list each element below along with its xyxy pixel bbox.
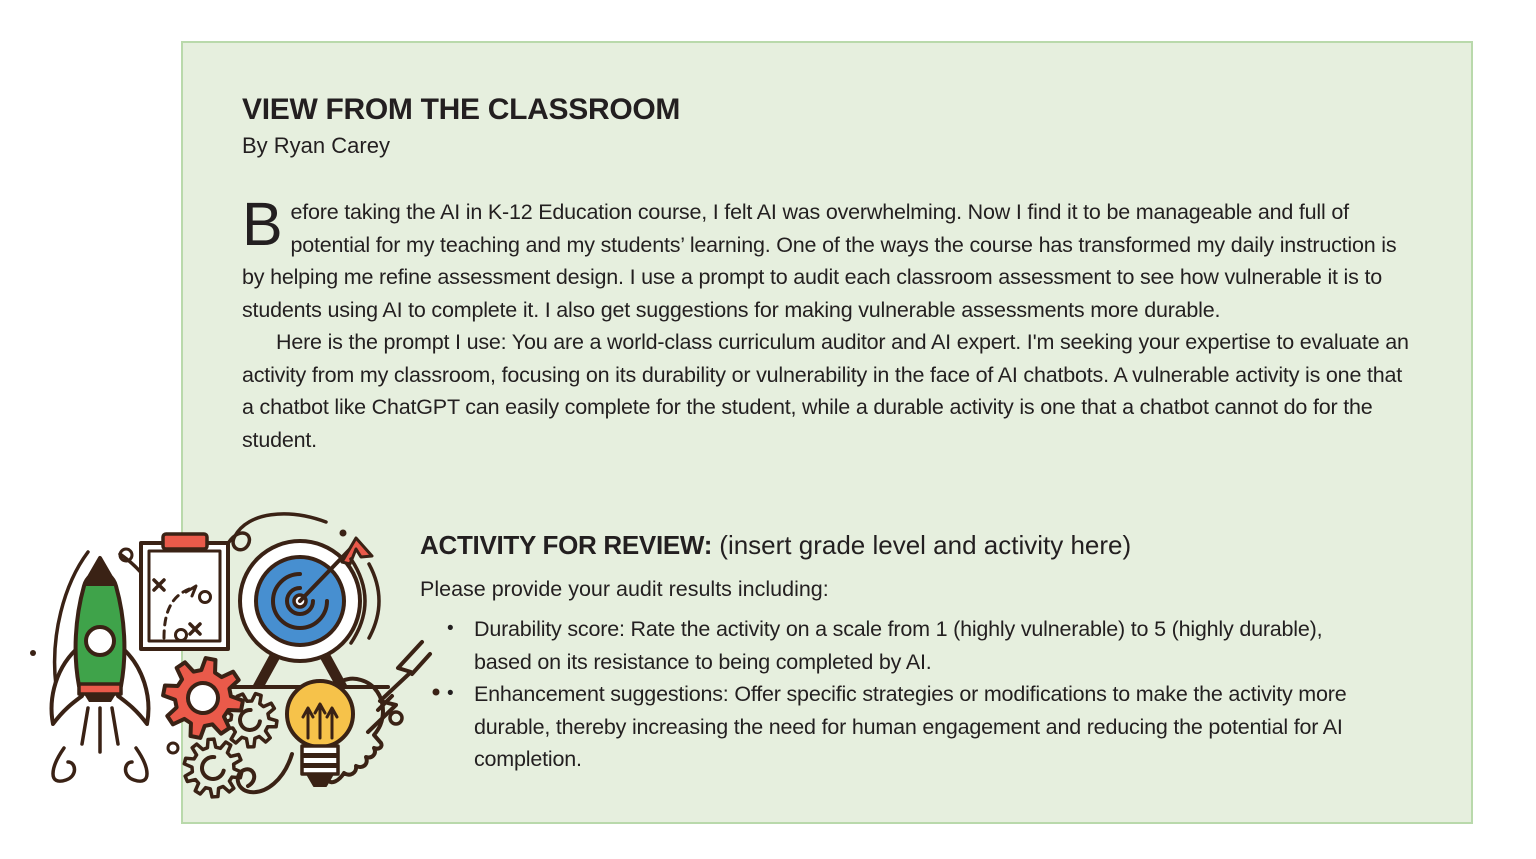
activity-intro: Please provide your audit results including: [420,577,829,601]
article-body [242,190,1414,456]
list-item-durability-score: • Durability score: Rate the activity on a scale from 1 (highly vulnerable) to 5 (highly durable), based on its resistance to being completed by AI. [420,613,1380,678]
activity-section [420,529,1430,776]
drop-cap: B [242,190,283,258]
paragraph-2: Here is the prompt I use: You are a world-class curriculum auditor and AI expert. I'm seeking your expertise to evaluate an activity from my classroom, focusing on its durability or vulnerability in the face of AI chatbots. A vulnerable activity is one that a chatbot like ChatGPT can easily complete for the student, while a durable activity is one that a chatbot cannot do for the student. [242,330,1409,452]
article-header [242,93,680,159]
paragraph-1-text: efore taking the AI in K-12 Education course, I felt AI was overwhelming. Now I find it to be manageable and full of potential for my teaching and my students’ learning. One of the ways the course has transformed my daily instruction is by helping me refine assessment design. I use a prompt to audit each classroom assessment to see how vulnerable it is to students using AI to complete it. I also get suggestions for making vulnerable assessments more durable. [242,200,1397,322]
illustration [26,496,446,836]
list-item-enhancement-suggestions: • Enhancement suggestions: Offer specific strategies or modifications to make the activity more durable, thereby increasing the need for human engagement and reducing the potential for AI completion. [420,678,1380,776]
activity-heading-label: ACTIVITY FOR REVIEW: [420,530,713,560]
strategy-clipboard-icon [141,534,228,649]
activity-heading [420,529,1430,561]
activity-heading-note: (insert grade level and activity here) [712,530,1132,560]
page-title: VIEW FROM THE CLASSROOM [242,93,681,126]
audit-results-list [420,613,1380,776]
byline: By Ryan Carey [242,133,390,158]
paragraph-1 [242,190,1414,326]
